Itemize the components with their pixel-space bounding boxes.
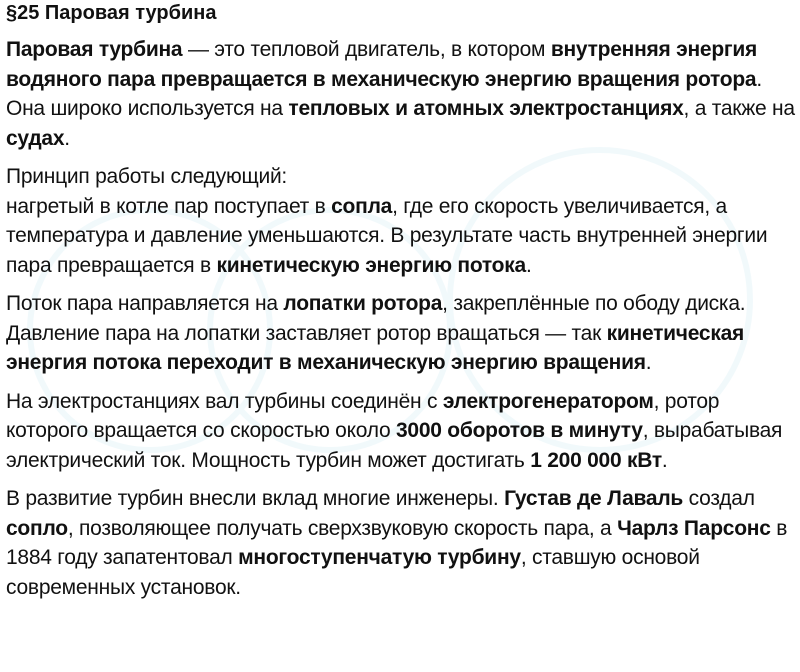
bold-text: многоступенчатую турбину: [238, 546, 521, 569]
text-run: нагретый в котле пар поступает в: [6, 194, 332, 218]
text-run: — это тепловой двигатель, в котором: [182, 38, 551, 61]
bold-text: судах: [6, 126, 65, 150]
paragraph-rotor: [6, 289, 796, 378]
bold-text: электрогенератором: [442, 389, 654, 413]
bold-text: 3000 оборотов в минуту: [396, 419, 643, 442]
bold-text: сопло: [6, 516, 68, 540]
section-heading: §25 Паровая турбина: [6, 2, 217, 24]
bold-text: кинетическая энергия потока переходит в механическую энергию вращения: [6, 321, 745, 374]
text-run: , где его скорость увеличивается, а температура и давление уменьшаются. В результате часть внутренней энергии пара превращается в: [6, 194, 768, 277]
bold-text: Паровая турбина: [6, 38, 183, 61]
bold-text: 1 200 000 кВт: [530, 448, 662, 472]
text-run: , позволяющее получать сверхзвуковую скорость пара, а: [67, 516, 618, 540]
paragraph-definition: [6, 35, 796, 153]
text-run: , а также на: [683, 97, 795, 120]
text-run: создал: [683, 487, 755, 510]
paragraph-history: [6, 484, 796, 602]
bold-text: сопла: [331, 194, 393, 218]
text-run: В развитие турбин внесли вклад многие инженеры.: [6, 487, 505, 510]
text-run: , ротор которого вращается со скоростью около: [6, 389, 720, 442]
text-run: , закреплённые по ободу диска. Давление пара на лопатки заставляет ротор вращаться — так: [6, 292, 746, 345]
bold-text: внутренняя энергия водяного пара превращается в механическую энергию вращения ротора: [6, 38, 758, 91]
paragraph-principle: [6, 162, 796, 280]
text-run: .: [525, 253, 532, 277]
text-run: .: [64, 126, 70, 150]
text-run: в 1884 году запатентовал: [6, 516, 788, 569]
text-run: На электростанциях вал турбины соединён с: [6, 389, 443, 413]
text-run: .: [645, 351, 652, 374]
text-run: Принцип работы следующий:: [6, 165, 288, 188]
bold-text: лопатки ротора: [283, 292, 443, 315]
text-run: .: [661, 448, 668, 472]
bold-text: кинетическую энергию потока: [216, 253, 526, 277]
text-run: , ставшую основой современных установок.: [6, 546, 700, 599]
document-page: [6, 0, 796, 611]
text-run: Поток пара направляется на: [6, 292, 284, 315]
bold-text: Густав де Лаваль: [504, 487, 684, 510]
bold-text: Чарлз Парсонс: [617, 516, 771, 540]
bold-text: тепловых и атомных электростанциях: [288, 97, 684, 120]
paragraph-power-plants: [6, 387, 796, 476]
text-run: , вырабатывая электрический ток. Мощность турбин может достигать: [6, 419, 783, 472]
text-run: . Она широко используется на: [6, 67, 762, 120]
